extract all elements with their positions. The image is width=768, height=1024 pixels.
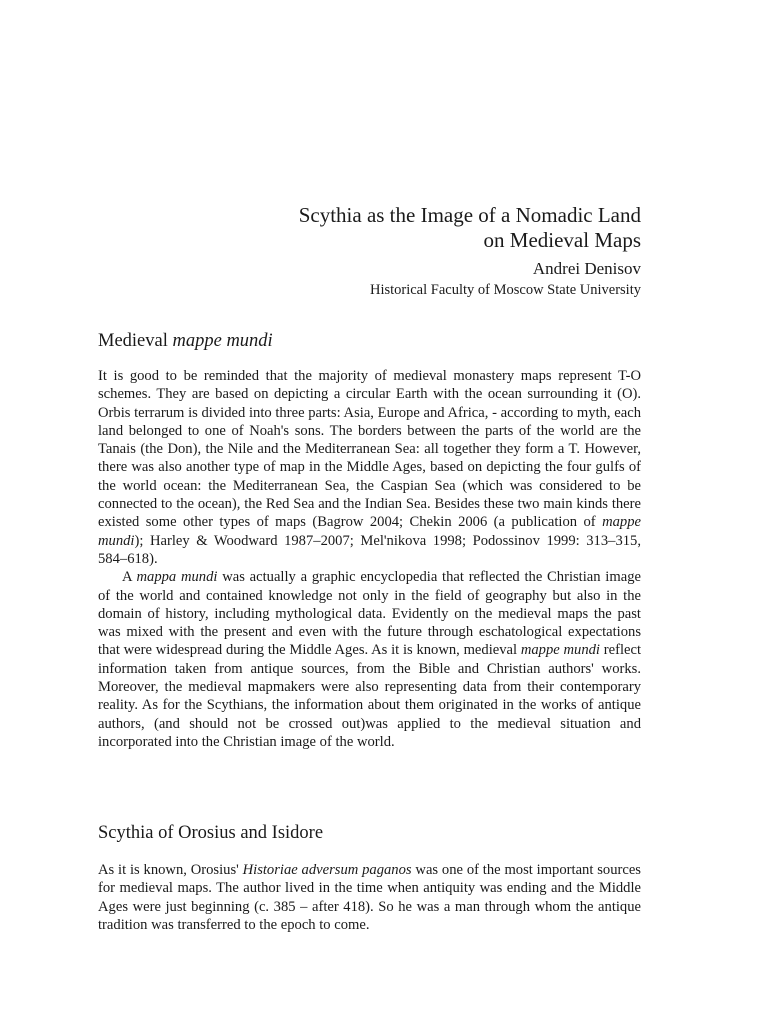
paragraph-3 [98,861,641,934]
paragraph-3-start: As it is known, Orosius' [98,862,243,878]
section-heading-text: Medieval [98,331,173,351]
author-affiliation: Historical Faculty of Moscow State University [369,282,641,298]
author-name: Andrei Denisov [532,259,641,278]
section-heading-italic: mappe mundi [172,331,273,351]
paragraph-2-italic-2: mappe mundi [520,642,600,659]
title-block [299,203,641,300]
paragraph-3-end: was one of the most important sources for medieval maps. The author lived in the time when antiquity was ending and the Middle Ages were just beginning (c. 385 – after 418). So he was a man through whom the antique tradition was transferred to the epoch to come. [98,862,641,933]
paragraph-1-italic: mappe mundi [98,514,641,549]
paragraph-1-end: ); Harley & Woodward 1987–2007; Mel'nikova 1998; Podossinov 1999: 313–315, 584–618). [98,532,641,567]
paragraph-2-end: reflect information taken from antique sources, from the Bible and Christian authors' works. Moreover, the medieval mapmakers were also representing data from their contemporary reality. As for the Scythians, the information about them originated in the works of antique authors, (and should not be crossed out)was applied to the medieval situation and incorporated into the Christian image of the world. [98,642,642,750]
paper-title-line-1: Scythia as the Image of a Nomadic Land [298,203,641,227]
section-heading-orosius-isidore: Scythia of Orosius and Isidore [98,823,324,843]
section-heading-mappe-mundi [98,330,273,352]
section-body-orosius-isidore [98,861,641,934]
paragraph-2-italic-1: mappa mundi [136,569,218,586]
paragraph-1-text: It is good to be reminded that the majority of medieval monastery maps represent T-O schemes. They are based on depicting a circular Earth with the ocean surrounding it (O). Orbis terrarum is divided into three parts: Asia, Europe and Africa, - according to myth, each land belonged to one of Noah's sons. The borders between the parts of the world are the Tanais (the Don), the Nile and the Mediterranean Sea: all together they form a T. However, there was also another type of map in the Middle Ages, based on depicting the four gulfs of the world ocean: the Mediterranean Sea, the Caspian Sea (which was considered to be connected to the ocean), the Red Sea and the Indian Sea. Besides these two main kinds there existed some other types of maps (Bagrow 2004; Chekin 2006 (a publication of [98,368,641,531]
paragraph-2 [98,568,641,751]
paragraph-1 [98,367,641,568]
section-body-mappe-mundi [98,367,641,751]
paragraph-2-middle: was actually a graphic encyclopedia that reflected the Christian image of the world and contained knowledge not only in the field of geography but also in the domain of history, including mythological data. Evidently on the medieval maps the past was mixed with the present and even with the future through eschatological expectations that were widespread during the Middle Ages. As it is known, medieval [98,569,641,659]
paper-title-line-2: on Medieval Maps [483,228,641,252]
paragraph-2-start: A [122,569,137,586]
paragraph-3-italic: Historiae adversum paganos [242,862,412,878]
